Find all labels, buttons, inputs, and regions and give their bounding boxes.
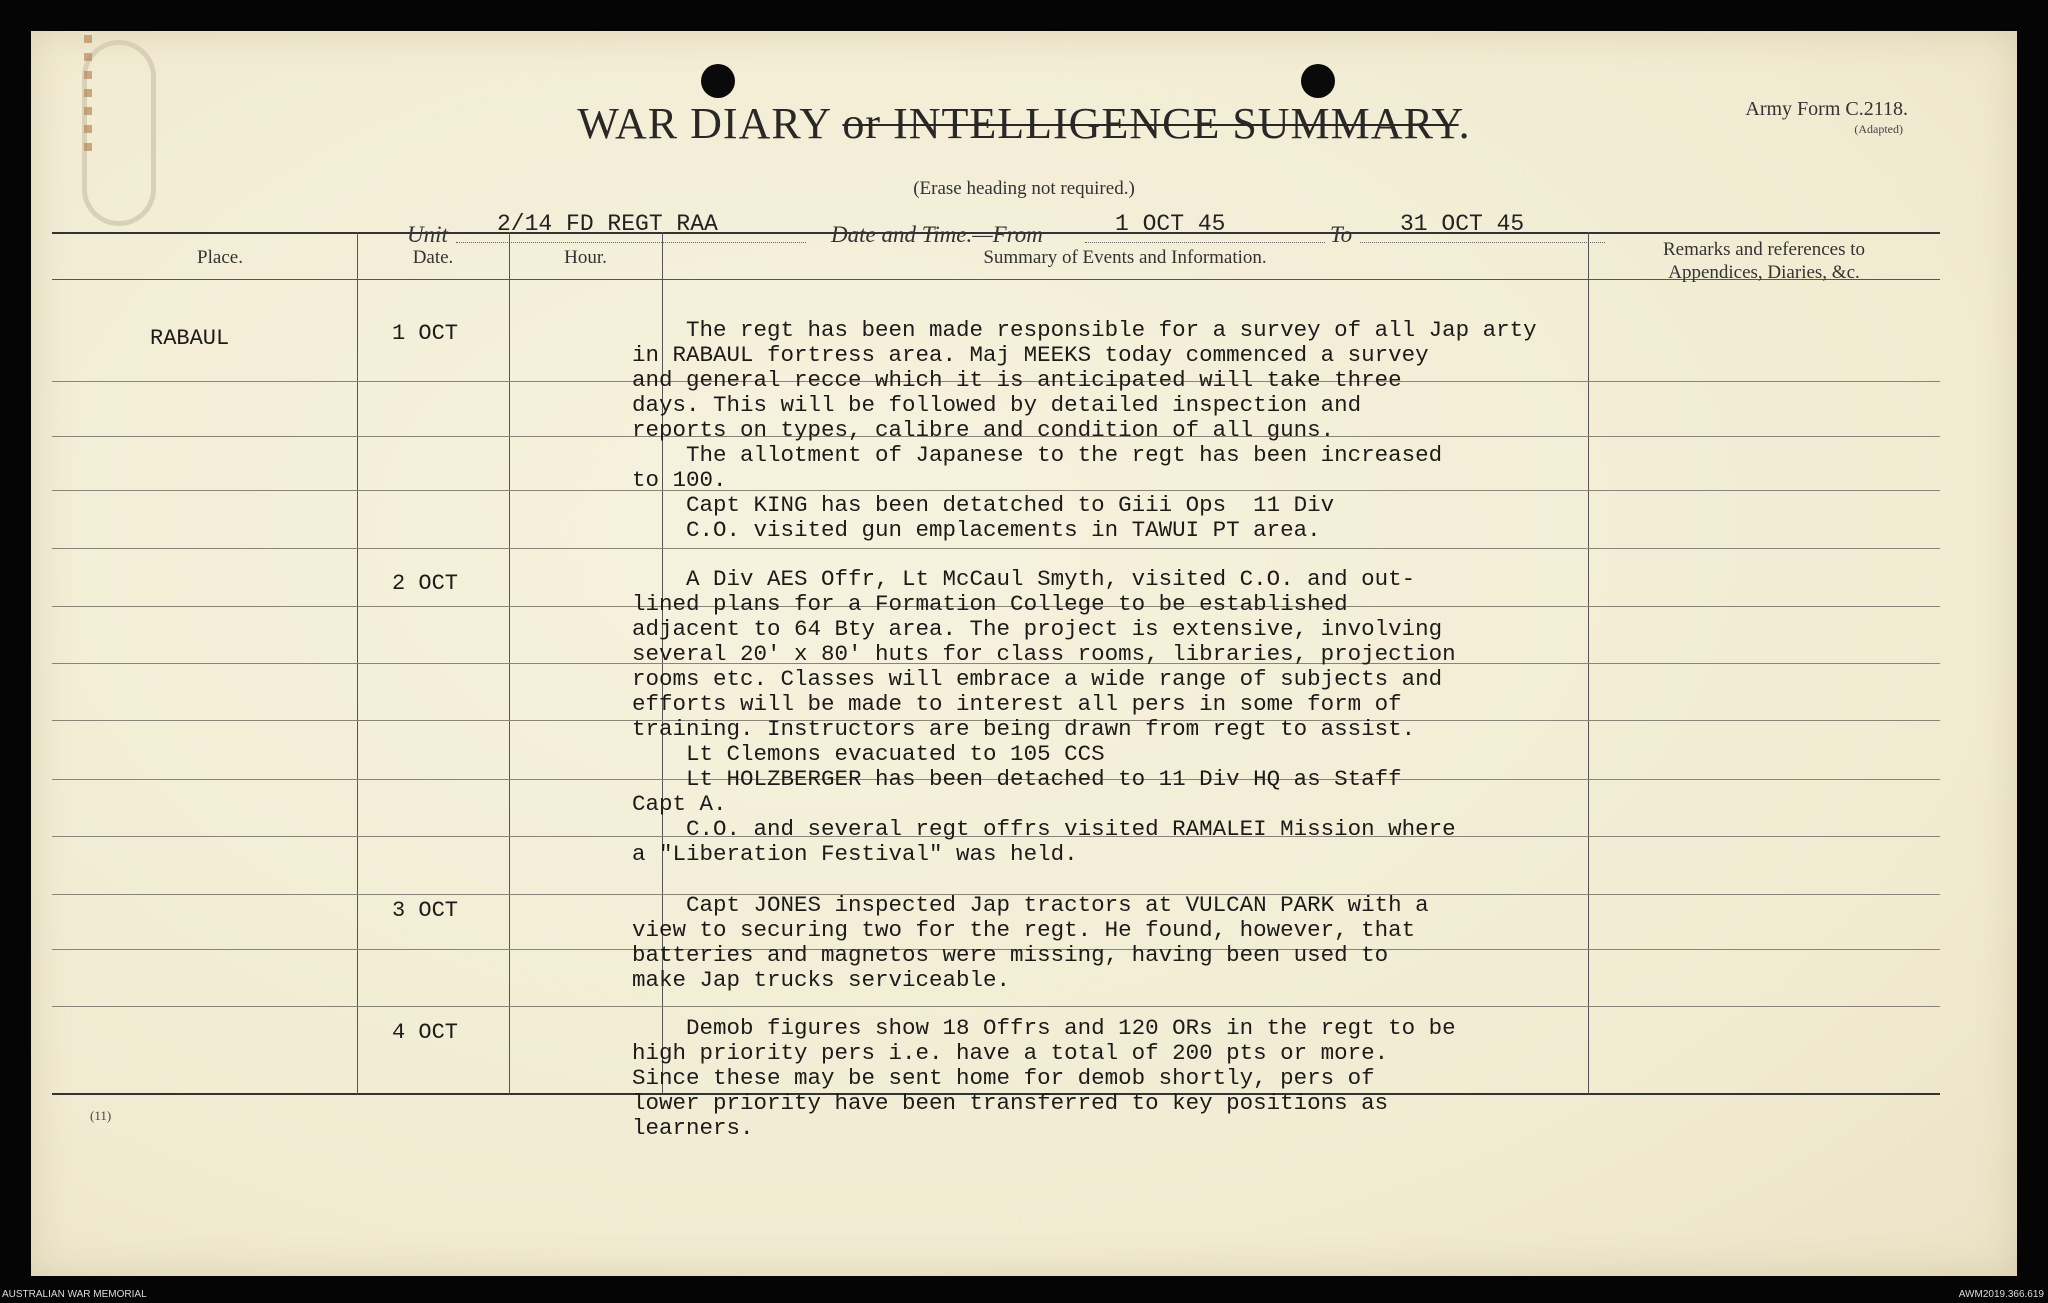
subtitle: (Erase heading not required.)	[913, 178, 1135, 199]
entry-summary: Demob figures show 18 Offrs and 120 ORs in the regt to be high priority pers i.e. have a total of 200 pts or more. Since these may be sent home for demob shortly, pers of lower priority have been transferred to key positions as learners.	[632, 1015, 1456, 1141]
unit-value: 2/14 FD REGT RAA	[497, 211, 718, 237]
entry-date: 3 OCT	[392, 898, 459, 923]
army-form-number: Army Form C.2118.	[1745, 98, 1908, 120]
punch-hole-right	[1301, 64, 1335, 98]
table-top-rule	[52, 232, 1940, 234]
entry-date: 2 OCT	[392, 571, 459, 596]
date-from-underline	[1085, 242, 1325, 243]
column-header-summary: Summary of Events and Information.	[983, 247, 1267, 268]
entry-summary: A Div AES Offr, Lt McCaul Smyth, visited C.O. and out- lined plans for a Formation College to be established adjacent to 64 Bty area. The project is extensive, involving several 20' x 80' huts for class rooms, libraries, projection rooms etc. Classes will embrace a wide range of subjects and efforts will be made to interest all pers in some form of training. Instructors are being drawn from regt to assist. Lt Clemons evacuated to 105 CCS Lt HOLZBERGER has been detached to 11 Div HQ as Staff Capt A. C.O. and several regt offrs visited RAMALEI Mission where a "Liberation Festival" was held.	[632, 566, 1456, 867]
date-to-value: 31 OCT 45	[1400, 211, 1525, 237]
entry-place: RABAUL	[150, 326, 230, 351]
column-header-date: Date.	[412, 247, 454, 268]
date-from-value: 1 OCT 45	[1115, 211, 1226, 237]
column-header-remarks	[1588, 238, 1940, 284]
remarks-header-line-2: Appendices, Diaries, &c.	[1668, 262, 1860, 283]
to-label: To	[1330, 222, 1353, 247]
footer-accession: AWM2019.366.619	[1958, 1289, 2044, 1300]
title-struck: or INTELLIGENCE SUMMARY	[842, 99, 1459, 148]
ruled-line	[52, 548, 1940, 549]
column-header-hour: Hour.	[564, 247, 607, 268]
adapted-note: (Adapted)	[1854, 122, 1903, 136]
entry-date: 4 OCT	[392, 1020, 459, 1045]
punch-hole-left	[701, 64, 735, 98]
entry-date: 1 OCT	[392, 321, 459, 346]
date-label: Date and Time.—From	[831, 222, 1043, 247]
entry-summary: The regt has been made responsible for a survey of all Jap arty in RABAUL fortress area. Maj MEEKS today commenced a survey and general recce which it is anticipated will take three days. This will be followed by detailed inspection and reports on types, calibre and condition of all guns. The allotment of Japanese to the regt has been increased to 100. Capt KING has been detatched to Giii Ops 11 Div C.O. visited gun emplacements in TAWUI PT area.	[632, 317, 1537, 543]
footer-credit: AUSTRALIAN WAR MEMORIAL	[2, 1289, 147, 1300]
title-main: WAR DIARY	[577, 99, 831, 148]
ruled-line	[52, 1006, 1940, 1007]
column-header-place: Place.	[197, 247, 243, 268]
date-to-underline	[1360, 242, 1605, 243]
page-number: (11)	[90, 1108, 112, 1123]
remarks-header-line-1: Remarks and references to	[1662, 239, 1866, 260]
title-end: .	[1458, 99, 1471, 148]
page-title	[0, 98, 2048, 149]
entry-summary: Capt JONES inspected Jap tractors at VULCAN PARK with a view to securing two for the regt. He found, however, that batteries and magnetos were missing, having been used to make Jap trucks serviceable.	[632, 892, 1429, 993]
unit-label: Unit	[407, 222, 448, 247]
